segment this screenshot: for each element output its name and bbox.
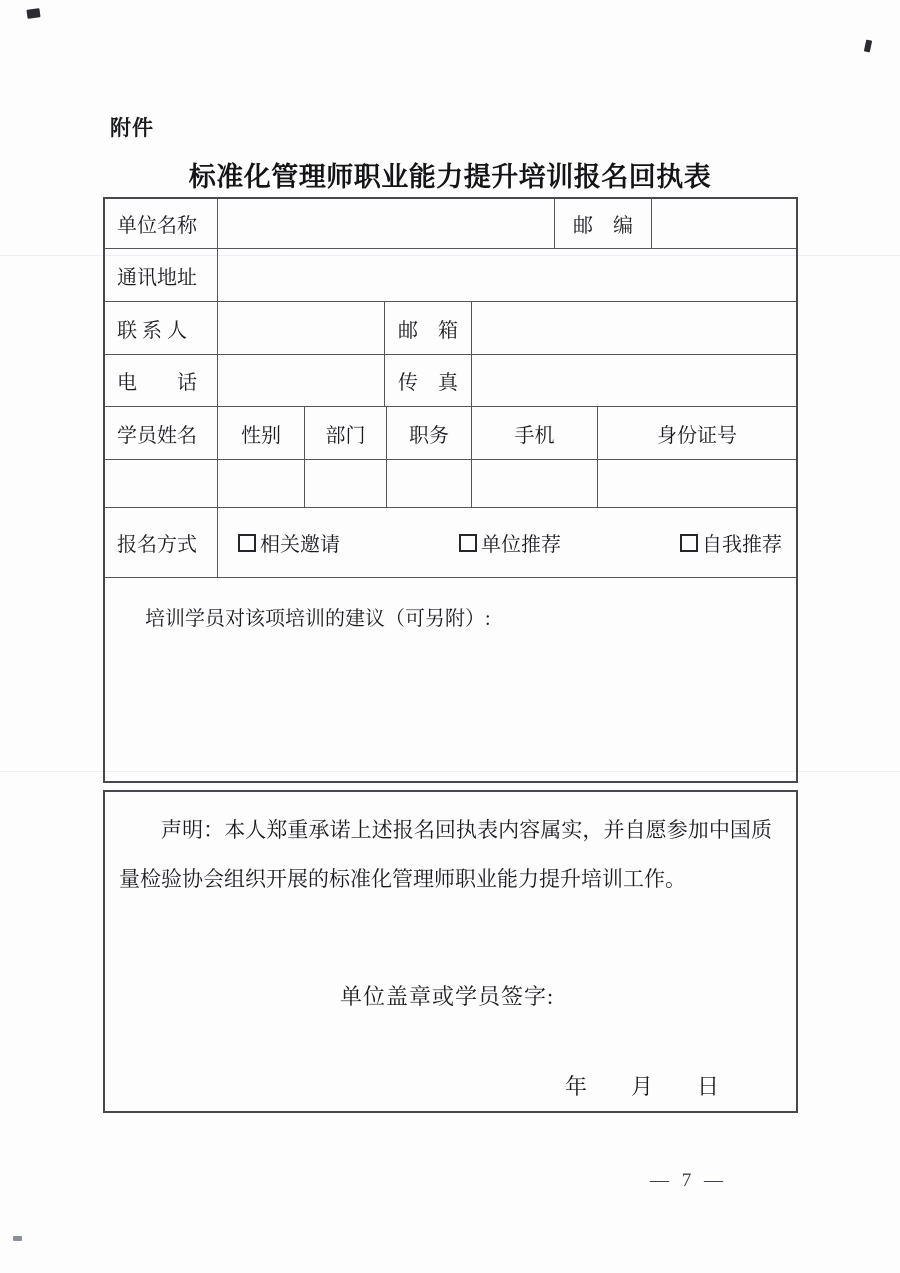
checkbox-option-self-recommend[interactable] bbox=[680, 528, 782, 557]
checkbox-label: 相关邀请 bbox=[260, 534, 340, 556]
postal-code-field[interactable] bbox=[652, 199, 796, 248]
gender-header: 性别 bbox=[218, 407, 305, 459]
contact-label: 联 系 人 bbox=[105, 302, 218, 354]
row-contact bbox=[105, 302, 796, 355]
postal-code-label: 邮 编 bbox=[555, 199, 652, 248]
id-number-field[interactable] bbox=[598, 460, 796, 507]
suggestion-area[interactable] bbox=[105, 578, 796, 781]
unit-name-label: 单位名称 bbox=[105, 199, 218, 248]
row-trainee-header bbox=[105, 407, 796, 460]
suggestion-label: 培训学员对该项培训的建议（可另附）: bbox=[145, 608, 491, 630]
mobile-header: 手机 bbox=[472, 407, 598, 459]
gender-field[interactable] bbox=[218, 460, 305, 507]
checkbox-icon[interactable] bbox=[680, 534, 698, 552]
position-header: 职务 bbox=[387, 407, 472, 459]
department-header: 部门 bbox=[305, 407, 387, 459]
registration-form-table bbox=[103, 197, 798, 783]
signature-label: 单位盖章或学员签字: bbox=[340, 984, 555, 1009]
row-registration-method bbox=[105, 508, 796, 578]
row-address bbox=[105, 249, 796, 302]
phone-field[interactable] bbox=[218, 355, 385, 406]
page-number-text: — 7 — bbox=[650, 1170, 727, 1191]
fax-field[interactable] bbox=[472, 355, 796, 406]
email-label: 邮 箱 bbox=[385, 302, 472, 354]
scan-speck bbox=[864, 40, 872, 53]
email-field[interactable] bbox=[472, 302, 796, 354]
department-field[interactable] bbox=[305, 460, 387, 507]
address-label: 通讯地址 bbox=[105, 249, 218, 301]
unit-name-field[interactable] bbox=[218, 199, 555, 248]
mobile-field[interactable] bbox=[472, 460, 598, 507]
checkbox-icon[interactable] bbox=[238, 534, 256, 552]
fax-label: 传 真 bbox=[385, 355, 472, 406]
position-field[interactable] bbox=[387, 460, 472, 507]
declaration-section bbox=[103, 790, 798, 1113]
registration-method-label: 报名方式 bbox=[105, 508, 218, 577]
trainee-name-header: 学员姓名 bbox=[105, 407, 218, 459]
date-label: 年 月 日 bbox=[565, 1074, 720, 1099]
page-title: 标准化管理师职业能力提升培训报名回执表 bbox=[188, 162, 712, 192]
checkbox-label: 单位推荐 bbox=[481, 534, 561, 556]
row-suggestion bbox=[105, 578, 796, 781]
row-trainee-entry bbox=[105, 460, 796, 508]
checkbox-icon[interactable] bbox=[459, 534, 477, 552]
id-number-header: 身份证号 bbox=[657, 424, 737, 447]
checkbox-option-unit-recommend[interactable] bbox=[459, 528, 561, 557]
trainee-name-field[interactable] bbox=[105, 460, 218, 507]
registration-options bbox=[218, 508, 796, 577]
row-unit-name bbox=[105, 199, 796, 249]
attachment-label: 附件 bbox=[110, 117, 154, 140]
phone-label: 电 话 bbox=[105, 355, 218, 406]
row-phone bbox=[105, 355, 796, 407]
contact-field[interactable] bbox=[218, 302, 385, 354]
address-field[interactable] bbox=[218, 249, 796, 301]
page-number bbox=[0, 1170, 900, 1192]
declaration-text: 声明：本人郑重承诺上述报名回执表内容属实，并自愿参加中国质量检验协会组织开展的标准化管理师职业能力提升培训工作。 bbox=[119, 818, 772, 891]
checkbox-option-invite[interactable] bbox=[238, 528, 340, 557]
scan-speck bbox=[26, 8, 40, 19]
scan-speck bbox=[13, 1236, 22, 1241]
checkbox-label: 自我推荐 bbox=[702, 534, 782, 556]
